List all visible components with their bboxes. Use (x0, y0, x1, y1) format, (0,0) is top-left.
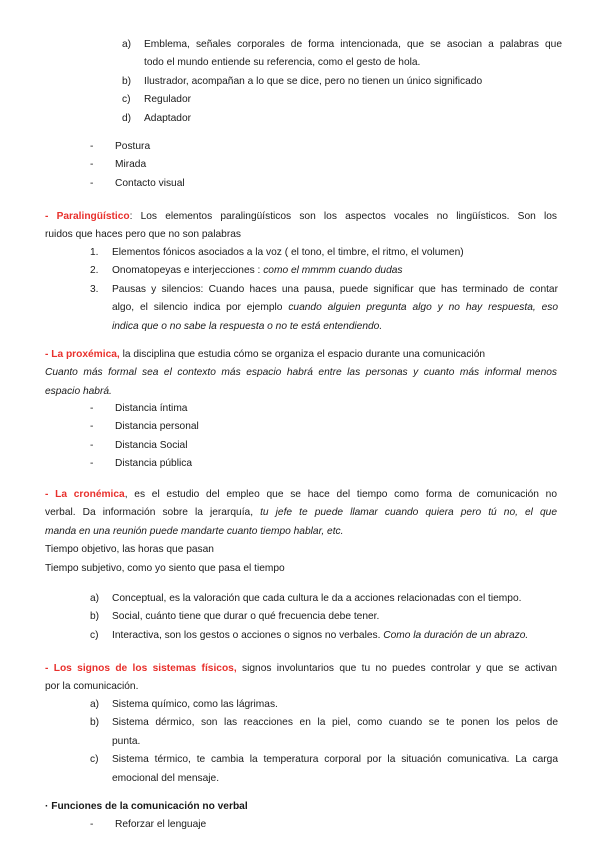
list-item (122, 110, 562, 128)
list-text: Pausas y silencios: Cuando haces una pausa, puede significar que has terminado de contar (112, 283, 558, 295)
list-marker: a) (122, 39, 132, 50)
list-text-plain: Onomatopeyas e interjecciones : (112, 265, 264, 277)
section-intro-text: ruidos que haces pero que no son palabras (45, 229, 241, 241)
list-marker: - (90, 819, 94, 830)
list-text: Sistema químico, como las lágrimas. (112, 699, 278, 710)
list-marker: c) (90, 629, 99, 641)
section-italic-text: manda en una reunión puede mandarte cuanto tiempo hablar, etc. (45, 525, 344, 537)
section-intro-text: por la comunicación. (45, 681, 139, 693)
list-marker: - (90, 159, 94, 171)
section-intro-text: : Los elementos paralingüísticos son los aspectos vocales no lingüísticos. Son los (129, 211, 557, 222)
section-heading: - Paralingüístico (45, 211, 130, 222)
section-intro-text: verbal. Da información sobre la jerarquía, (45, 507, 261, 519)
list-text-italic: como el mmmm cuando dudas (263, 265, 403, 277)
list-marker: - (90, 403, 94, 414)
signos-list (90, 696, 558, 788)
funciones-section (45, 798, 557, 816)
list-marker: 3. (90, 283, 99, 295)
list-item (90, 156, 390, 174)
list-item (90, 455, 390, 473)
list-item (90, 281, 558, 299)
list-item (90, 590, 570, 608)
proxemica-dash-list (90, 400, 390, 474)
section-intro-text: , es el estudio del empleo que se hace del tiempo como forma de comunicación no (124, 489, 558, 500)
list-item-continuation (90, 733, 558, 751)
section-intro (45, 504, 557, 522)
list-item (90, 244, 558, 262)
list-item (90, 418, 390, 436)
list-item (90, 400, 390, 418)
list-item (122, 73, 562, 91)
list-item (90, 262, 558, 280)
section-intro-text: signos involuntarios que tu no puedes controlar y que se activan (236, 663, 558, 674)
list-marker: b) (122, 75, 132, 87)
list-text: Postura (115, 141, 151, 152)
section-italic-text: espacio habrá. (45, 385, 112, 397)
list-text: Distancia íntima (115, 403, 188, 414)
list-item-continuation (90, 770, 558, 788)
list-marker: d) (122, 112, 132, 124)
list-marker: - (90, 458, 94, 470)
list-text: todo el mundo entiende su referencia, como el gesto de hola. (144, 57, 421, 69)
list-marker: c) (90, 754, 99, 766)
section-intro (45, 486, 557, 504)
top-lettered-list (122, 36, 562, 128)
list-text: Conceptual, es la valoración que cada cultura le da a acciones relacionadas con el tiempo. (112, 593, 522, 604)
list-item (90, 138, 390, 156)
paralinguistico-list (90, 244, 558, 336)
signos-section (45, 660, 557, 697)
list-text: emocional del mensaje. (112, 772, 220, 784)
section-intro (45, 660, 557, 678)
list-text (112, 262, 558, 280)
list-text (112, 627, 570, 645)
list-text-plain: Interactiva, son los gestos o acciones o signos no verbales. (112, 629, 384, 641)
funciones-dash-list (90, 816, 390, 834)
section-text: Tiempo objetivo, las horas que pasan (45, 544, 214, 556)
list-marker: - (90, 141, 94, 152)
list-text: Regulador (144, 94, 192, 106)
list-marker: 2. (90, 265, 99, 277)
list-marker: a) (90, 699, 100, 710)
kinesic-dash-list (90, 138, 390, 193)
list-text-italic: Como la duración de un abrazo. (383, 629, 529, 641)
list-item (90, 696, 558, 714)
list-item-continuation (90, 318, 558, 336)
list-text: Emblema, señales corporales de forma intencionada, que se asocian a palabras que (144, 39, 562, 50)
list-text: punta. (112, 735, 141, 747)
list-text: Distancia Social (115, 439, 188, 451)
list-item-continuation (122, 54, 562, 72)
section-heading: - La cronémica (45, 489, 125, 500)
list-text: Social, cuánto tiene que durar o qué frecuencia debe tener. (112, 611, 380, 623)
list-text: Contacto visual (115, 177, 185, 189)
cronemica-section (45, 486, 557, 578)
list-text: Sistema dérmico, son las reacciones en la piel, como cuando se te ponen los pelos de (112, 717, 558, 729)
list-marker: b) (90, 717, 100, 729)
list-item (90, 175, 390, 193)
list-marker: a) (90, 593, 100, 604)
list-item (90, 751, 558, 769)
list-item (90, 627, 570, 645)
list-text: Reforzar el lenguaje (115, 819, 207, 830)
list-item (122, 91, 562, 109)
list-item (90, 816, 390, 834)
list-text: Sistema térmico, te cambia la temperatura corporal por la situación comunicativa. La carga (112, 754, 558, 766)
list-text: Distancia pública (115, 458, 193, 470)
list-marker: - (90, 177, 94, 189)
list-text: Ilustrador, acompañan a lo que se dice, pero no tienen un único significado (144, 75, 483, 87)
paralinguistico-section (45, 208, 557, 245)
section-heading: - La proxémica, (45, 349, 120, 360)
list-text: Adaptador (144, 112, 192, 124)
list-item (122, 36, 562, 54)
list-marker: c) (122, 94, 131, 106)
list-item (90, 437, 390, 455)
list-text-italic: cuando alguien pregunta algo y no hay respuesta, eso (288, 302, 559, 314)
cronemica-list (90, 590, 570, 645)
section-heading: · Funciones de la comunicación no verbal (45, 801, 248, 812)
list-text: Distancia personal (115, 421, 199, 433)
list-item-continuation (90, 299, 558, 317)
list-text: Mirada (115, 159, 147, 171)
list-marker: - (90, 439, 94, 451)
section-intro-text: la disciplina que estudia cómo se organiza el espacio durante una comunicación (119, 349, 486, 360)
section-text: Tiempo subjetivo, como yo siento que pasa el tiempo (45, 562, 285, 574)
list-marker: b) (90, 611, 100, 623)
section-italic-text: Cuanto más formal sea el contexto más espacio habrá entre las personas y cuanto más informal menos (45, 367, 557, 379)
section-italic-text: tu jefe te puede llamar cuando quiera pero tú no, el que (260, 507, 557, 519)
list-text (112, 299, 558, 317)
section-intro (45, 346, 557, 364)
list-text-plain: algo, el silencio indica por ejemplo (112, 302, 289, 314)
list-marker: 1. (90, 247, 99, 258)
list-text-italic: indica que o no sabe la respuesta o no te está entendiendo. (112, 320, 383, 332)
list-item (90, 714, 558, 732)
section-heading: - Los signos de los sistemas físicos, (45, 663, 237, 674)
list-text: Elementos fónicos asociados a la voz ( el tono, el timbre, el ritmo, el volumen) (112, 247, 464, 258)
proxemica-section (45, 346, 557, 401)
section-intro (45, 208, 557, 226)
list-item (90, 608, 570, 626)
list-marker: - (90, 421, 94, 433)
